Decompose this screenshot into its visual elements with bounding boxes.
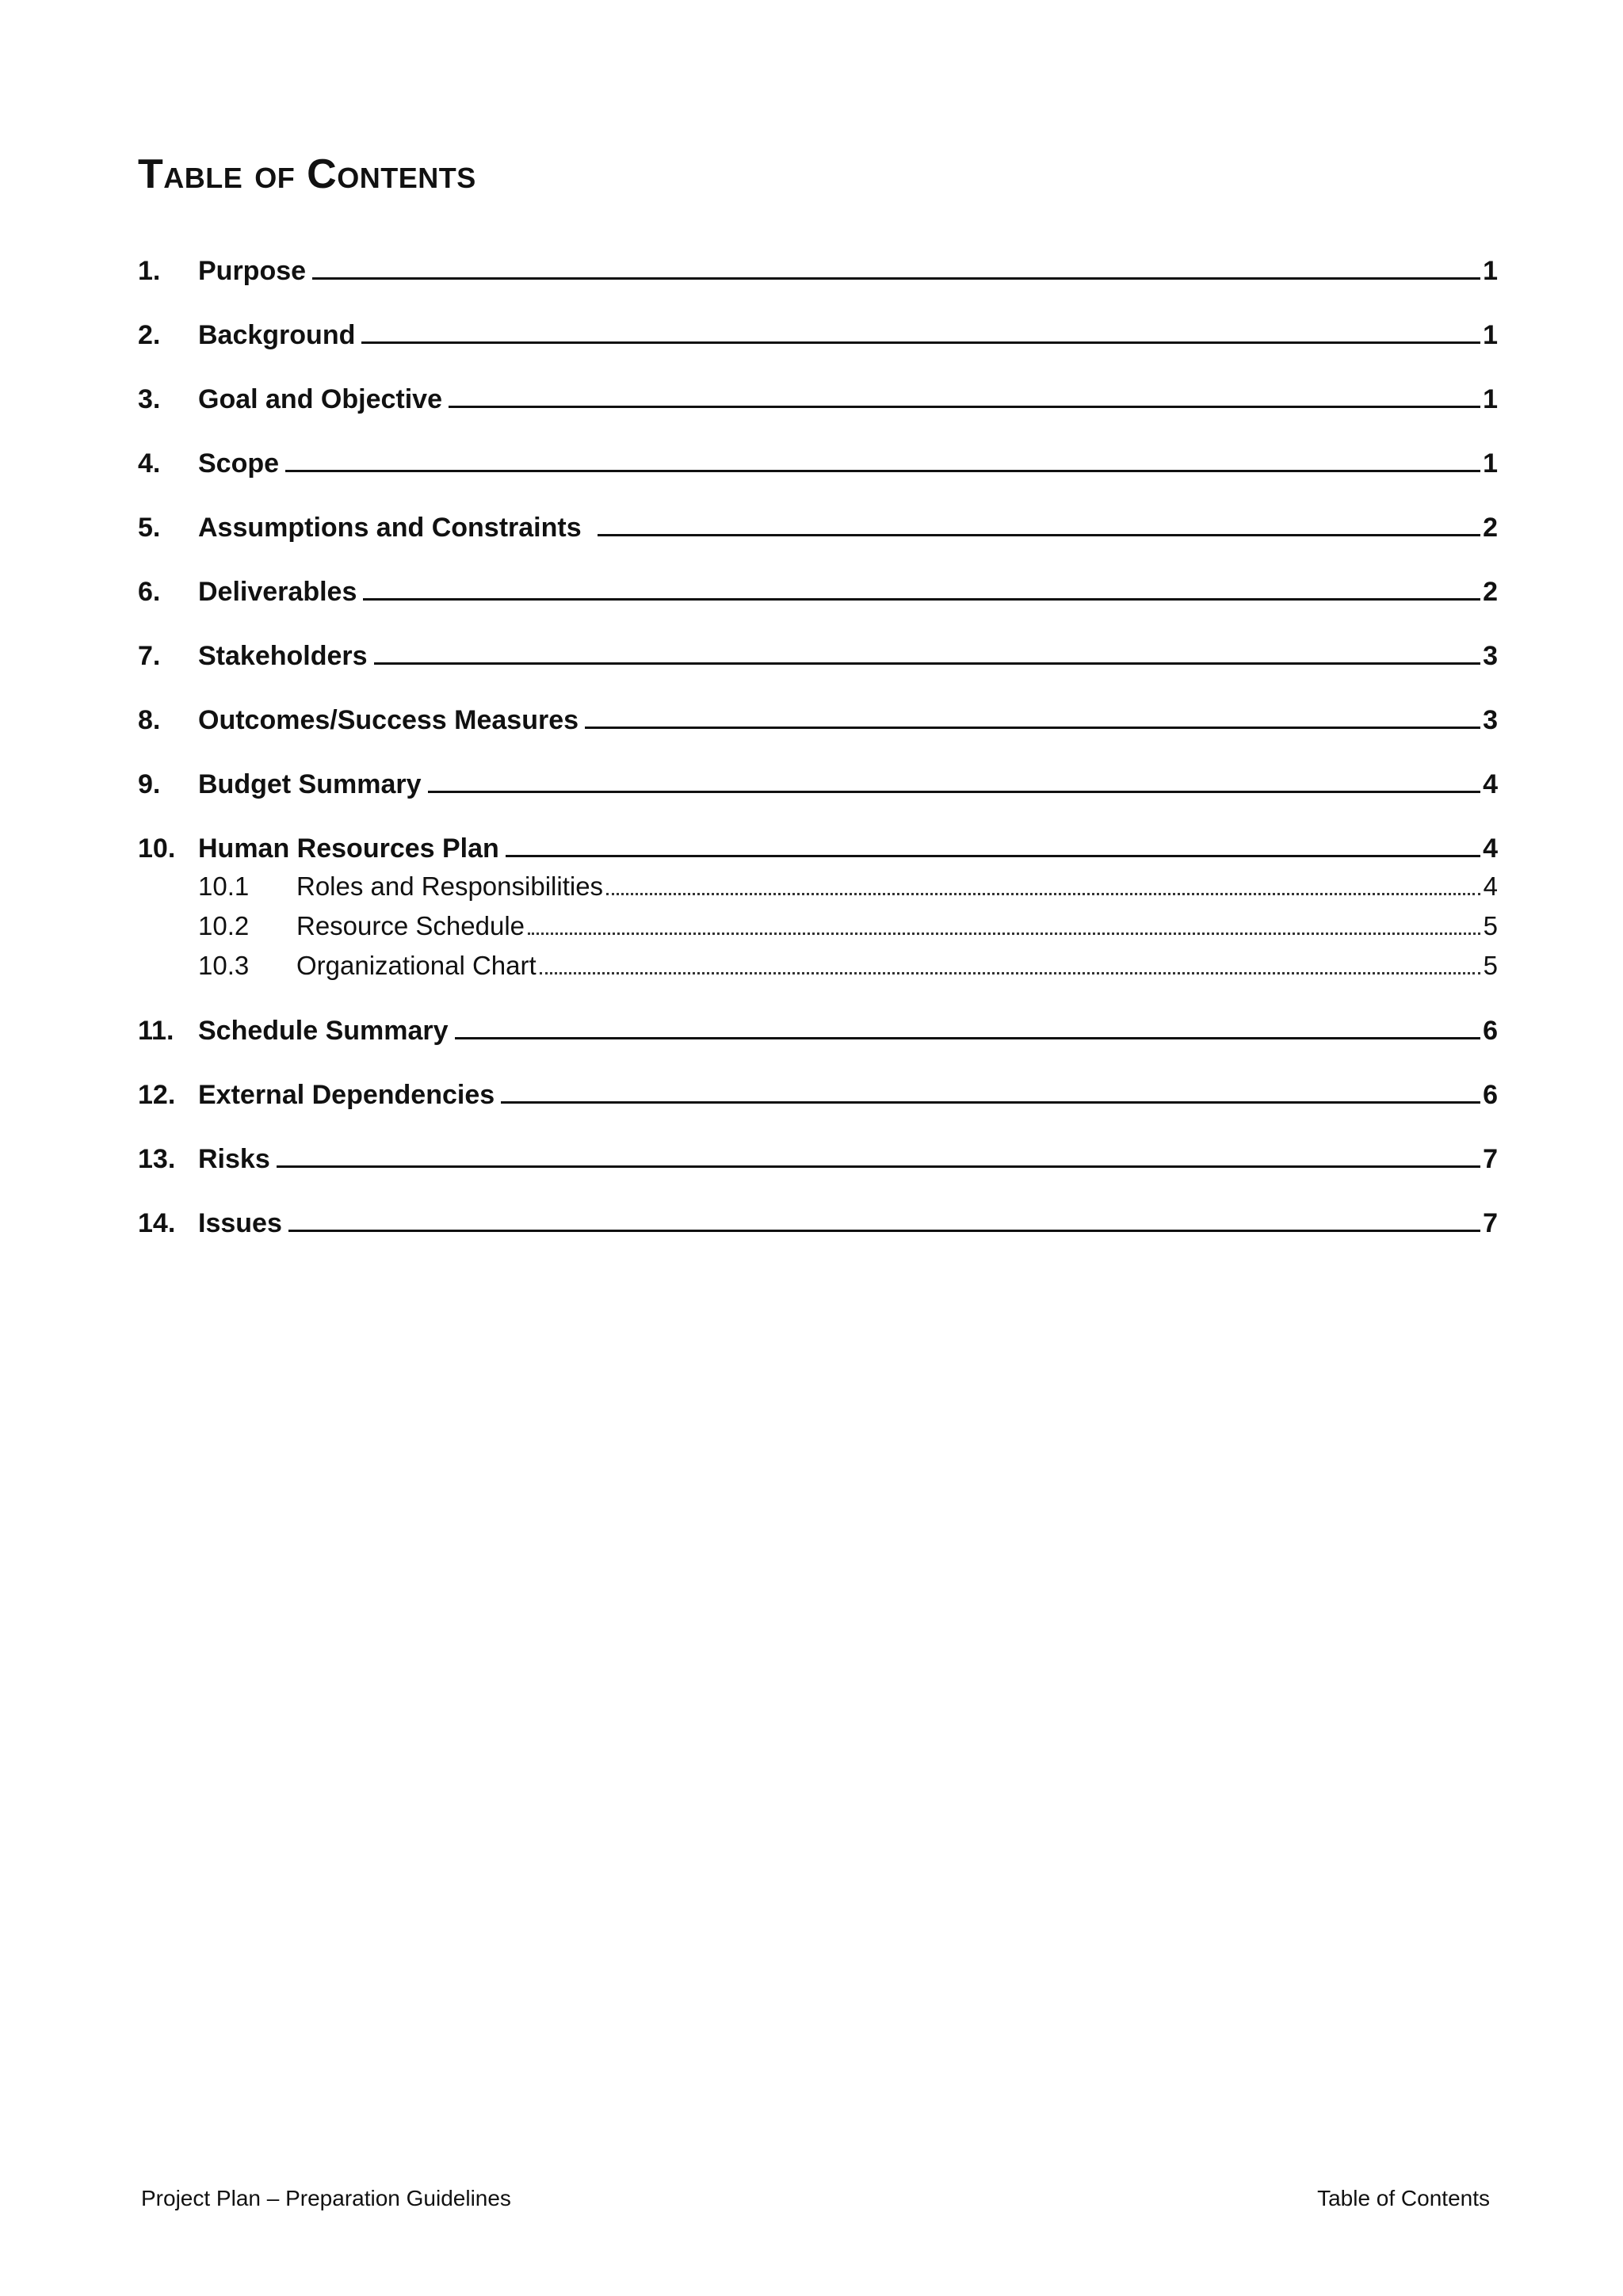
toc-leader-line <box>288 1230 1480 1232</box>
toc-entry-number: 14. <box>138 1208 176 1238</box>
toc-subentry-number: 10.2 <box>198 911 250 940</box>
toc-subentry-resource-schedule[interactable] <box>138 903 1498 943</box>
toc-entry-page: 2 <box>1483 513 1498 543</box>
toc-leader-line <box>428 791 1481 793</box>
toc-entry-number: 5. <box>138 513 161 543</box>
toc-entry-number: 13. <box>138 1144 176 1174</box>
toc-entry-goal-and-objective[interactable] <box>138 352 1498 416</box>
toc-entry-external-dependencies[interactable] <box>138 1047 1498 1112</box>
toc-subentry-page: 5 <box>1483 951 1498 980</box>
toc-entry-background[interactable] <box>138 288 1498 352</box>
toc-entry-page: 6 <box>1483 1016 1498 1046</box>
toc-entry-page: 4 <box>1483 833 1498 864</box>
toc-subentry-organizational-chart[interactable] <box>138 943 1498 982</box>
toc-dotted-leader <box>528 933 1480 935</box>
toc-entry-title: Scope <box>198 448 280 479</box>
toc-dotted-leader <box>606 893 1480 895</box>
toc-entry-number: 12. <box>138 1080 176 1110</box>
toc-leader-line <box>277 1165 1480 1168</box>
toc-leader-line <box>361 341 1480 344</box>
toc-entry-title: Risks <box>198 1144 270 1174</box>
toc-entry-number: 7. <box>138 641 161 671</box>
toc-subentry-number: 10.1 <box>198 871 250 901</box>
toc-entry-title: Budget Summary <box>198 769 422 799</box>
toc-entry-risks[interactable] <box>138 1112 1498 1176</box>
toc-entry-scope[interactable] <box>138 416 1498 480</box>
toc-leader-line <box>598 534 1480 536</box>
toc-entry-purpose[interactable] <box>138 223 1498 288</box>
toc-entry-title: Schedule Summary <box>198 1016 449 1046</box>
toc-subentry-number: 10.3 <box>198 951 250 980</box>
toc-entry-page: 1 <box>1483 320 1498 350</box>
toc-entry-stakeholders[interactable] <box>138 608 1498 673</box>
toc-entry-number: 3. <box>138 384 161 414</box>
toc-entry-outcomes-success-measures[interactable] <box>138 673 1498 737</box>
toc-entry-page: 2 <box>1483 577 1498 607</box>
toc-subentry-title: Organizational Chart <box>296 951 537 980</box>
toc-subentry-page: 5 <box>1483 911 1498 940</box>
table-of-contents <box>138 223 1498 1240</box>
toc-entry-title: Outcomes/Success Measures <box>198 705 579 735</box>
toc-entry-number: 1. <box>138 256 161 286</box>
toc-entry-page: 1 <box>1483 256 1498 286</box>
toc-entry-number: 6. <box>138 577 161 607</box>
footer-section-title: Table of Contents <box>1317 2186 1490 2210</box>
toc-entry-assumptions-and-constraints[interactable] <box>138 480 1498 544</box>
toc-entry-page: 3 <box>1483 705 1498 735</box>
toc-leader-line <box>585 727 1480 729</box>
toc-entry-schedule-summary[interactable] <box>138 982 1498 1047</box>
toc-entry-page: 7 <box>1483 1208 1498 1238</box>
toc-entry-page: 3 <box>1483 641 1498 671</box>
toc-leader-line <box>312 277 1480 280</box>
toc-entry-issues[interactable] <box>138 1176 1498 1240</box>
toc-entry-number: 10. <box>138 833 176 864</box>
toc-entry-number: 8. <box>138 705 161 735</box>
toc-leader-line <box>363 598 1480 601</box>
toc-entry-title: Deliverables <box>198 577 357 607</box>
toc-leader-line <box>506 855 1480 857</box>
toc-entry-budget-summary[interactable] <box>138 737 1498 801</box>
toc-entry-title: External Dependencies <box>198 1080 495 1110</box>
toc-entry-title: Assumptions and Constraints <box>198 513 582 543</box>
toc-entry-title: Issues <box>198 1208 282 1238</box>
footer-document-title: Project Plan – Preparation Guidelines <box>141 2186 511 2210</box>
toc-subentry-roles-and-responsibilities[interactable] <box>138 864 1498 903</box>
toc-entry-page: 1 <box>1483 448 1498 479</box>
toc-entry-deliverables[interactable] <box>138 544 1498 608</box>
page-title: Table of Contents <box>138 151 476 197</box>
toc-entry-number: 2. <box>138 320 161 350</box>
toc-subentry-title: Roles and Responsibilities <box>296 871 604 901</box>
toc-entry-title: Human Resources Plan <box>198 833 499 864</box>
toc-entry-number: 9. <box>138 769 161 799</box>
toc-dotted-leader <box>540 972 1480 974</box>
toc-subentry-page: 4 <box>1483 871 1498 901</box>
toc-entry-human-resources-plan[interactable] <box>138 801 1498 865</box>
toc-entry-page: 6 <box>1483 1080 1498 1110</box>
toc-entry-page: 7 <box>1483 1144 1498 1174</box>
toc-entry-page: 4 <box>1483 769 1498 799</box>
toc-entry-number: 4. <box>138 448 161 479</box>
toc-entry-title: Purpose <box>198 256 307 286</box>
toc-leader-line <box>449 406 1480 408</box>
toc-entry-title: Background <box>198 320 356 350</box>
toc-leader-line <box>501 1101 1480 1104</box>
toc-entry-title: Stakeholders <box>198 641 368 671</box>
toc-leader-line <box>455 1037 1480 1039</box>
toc-entry-title: Goal and Objective <box>198 384 442 414</box>
toc-leader-line <box>374 662 1480 665</box>
toc-entry-page: 1 <box>1483 384 1498 414</box>
toc-leader-line <box>285 470 1480 472</box>
toc-subentry-title: Resource Schedule <box>296 911 525 940</box>
toc-entry-number: 11. <box>138 1016 174 1046</box>
